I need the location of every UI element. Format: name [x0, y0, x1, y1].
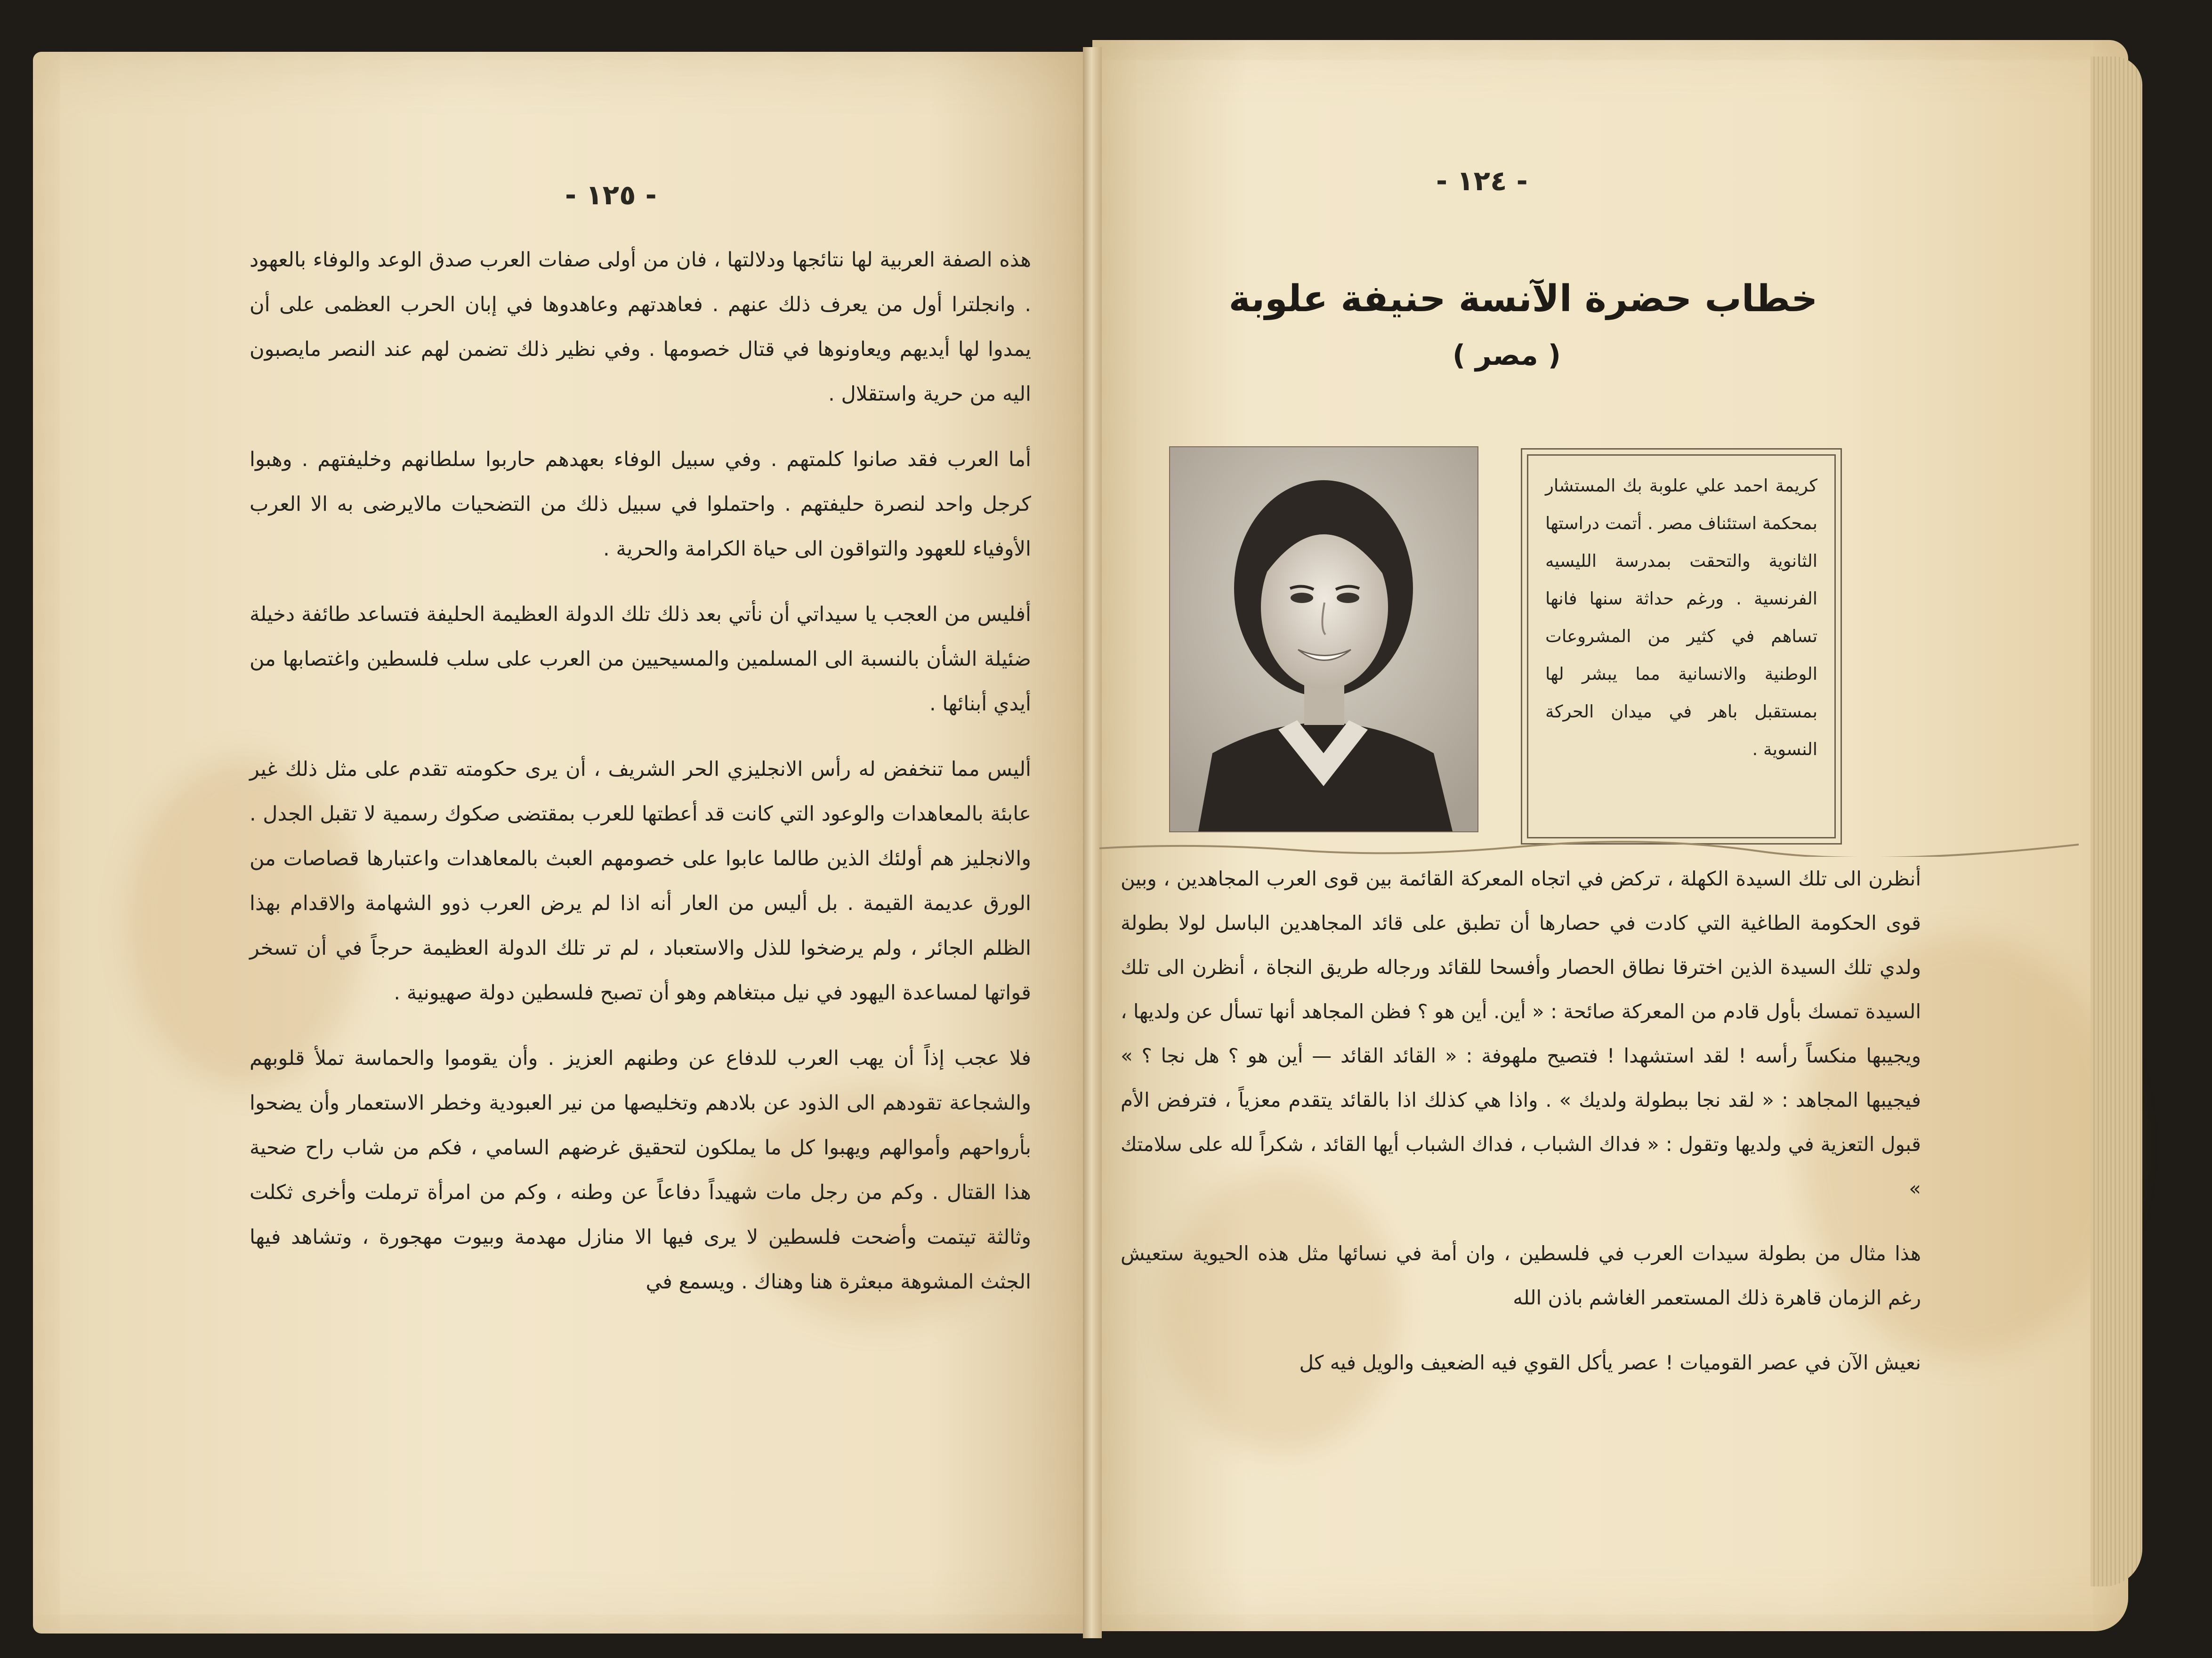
biography-box [1527, 454, 1836, 838]
portrait-image [1170, 447, 1477, 831]
left-paragraph-4: أليس مما تنخفض له رأس الانجليزي الحر الشريف ، أن يرى حكومته تقدم على مثل ذلك غير عابئة بالمعاهدات والوعود التي كانت قد أعطتها للعرب بمقتضى صكوك رسمية لا تقبل الجدل . والانجليز هم أولئك الذين طالما عابوا على خصومهم العبث بالمعاهدات واعتبارها قصاصات من الورق عديمة القيمة . بل أليس من العار أنه اذا لم يرض العرب ذوو الشهامة والاقدام بهذا الظلم الجائر ، ولم يرضخوا للذل والاستعباد ، لم تر تلك الدولة العظيمة حرجاً في أن تسخر قواتها لمساعدة اليهود في نيل مبتغاهم وهو أن تصبح فلسطين دولة صهيونية . [250, 757, 1031, 1005]
left-page-number: - ١٢٥ - [565, 179, 657, 211]
right-page-number: - ١٢٤ - [1436, 165, 1528, 197]
speech-title: خطاب حضرة الآنسة حنيفة علوبة [1228, 278, 1818, 320]
torn-page-edge [1099, 838, 2079, 857]
biography-text: كريمة احمد علي علوبة بك المستشار بمحكمة استئناف مصر . أتمت دراستها الثانوية والتحقت بمدرسة الليسيه الفرنسية . ورغم حداثة سنها فانها تساهم في كثير من المشروعات الوطنية والانسانية مما يبشر لها بمستقبل باهر في ميدان الحركة النسوية . [1545, 475, 1817, 759]
left-paragraph-2: أما العرب فقد صانوا كلمتهم . وفي سبيل الوفاء بعهدهم حاربوا سلطانهم وخليفتهم . وهبوا كرجل واحد لنصرة حليفتهم . واحتملوا في سبيل ذلك من التضحيات مالايرضى به الا العرب الأوفياء للعهود والتواقون الى حياة الكرامة والحرية . [250, 448, 1031, 561]
left-paragraph-1: هذه الصفة العربية لها نتائجها ودلالتها ، فان من أولى صفات العرب صدق الوعد والوفاء بالعهود . وانجلترا أول من يعرف ذلك عنهم . فعاهدتهم وعاهدوها في إبان الحرب العظمى على أن يمدوا لها أيديهم ويعاونوها في قتال خصومها . وفي نظير ذلك تضمن لهم عند النصر مايصبون اليه من حرية واستقلال . [250, 248, 1031, 406]
book-spine [1083, 47, 1102, 1638]
right-paragraph-3: نعيش الآن في عصر القوميات ! عصر يأكل القوي فيه الضعيف والويل فيه كل [1299, 1351, 1921, 1374]
right-paragraph-1: أنظرن الى تلك السيدة الكهلة ، تركض في اتجاه المعركة القائمة بين قوى العرب المجاهدين ، وبين قوى الحكومة الطاغية التي كادت في حصارها أن تطبق على قائد المجاهدين الباسل لولا بطولة ولدي تلك السيدة الذين اخترقا نطاق الحصار وأفسحا للقائد ورجاله طريق النجاة ، أنظرن الى تلك السيدة تمسك بأول قادم من المعركة صائحة : « أين. أين هو ؟ فظن المجاهد أنها تسأل عن ولديها ، ويجيبها منكساً رأسه ! لقد استشهدا ! فتصيح ملهوفة : « القائد القائد — أين هو ؟ هل نجا ؟ » فيجيبها المجاهد : « لقد نجا ببطولة ولديك » . واذا هي كذلك اذا بالقائد يتقدم معزياً ، فترفض الأم قبول التعزية في ولديها وتقول : « فداك الشباب ، فداك الشباب أيها القائد ، شكراً لله على سلامتك » [1121, 867, 1921, 1200]
left-paragraph-3: أفليس من العجب يا سيداتي أن نأتي بعد ذلك تلك الدولة العظيمة الحليفة فتساعد طائفة دخيلة ضئيلة الشأن بالنسبة الى المسلمين والمسيحيين من العرب على سلب فلسطين واغتصابها من أيدي أبنائها . [250, 603, 1031, 716]
left-page-body [250, 238, 1031, 1325]
portrait-photo [1169, 446, 1478, 832]
page-edges [2091, 56, 2142, 1586]
right-page-body [1121, 857, 1921, 1406]
left-paragraph-5: فلا عجب إذاً أن يهب العرب للدفاع عن وطنهم العزيز . وأن يقوموا والحماسة تملأ قلوبهم والشجاعة تقودهم الى الذود عن بلادهم وتخليصها من نير العبودية وخطر الاستعمار وأن يضحوا بأرواحهم وأموالهم ويهبوا كل ما يملكون لتحقيق غرضهم السامي ، فكم من شاب راح ضحية هذا القتال . وكم من رجل مات شهيداً دفاعاً عن وطنه ، وكم من امرأة ترملت وأخرى ثكلت وثالثة تيتمت وأضحت فلسطين لا يرى فيها الا منازل مهدمة وبيوت مهجورة ، وتشاهد فيها الجثث المشوهة مبعثرة هنا وهناك . ويسمع في [250, 1046, 1031, 1294]
right-paragraph-2: هذا مثال من بطولة سيدات العرب في فلسطين ، وان أمة في نسائها مثل هذه الحيوية ستعيش رغم الزمان قاهرة ذلك المستعمر الغاشم باذن الله [1121, 1242, 1921, 1309]
speech-subtitle: ( مصر ) [1452, 339, 1561, 372]
